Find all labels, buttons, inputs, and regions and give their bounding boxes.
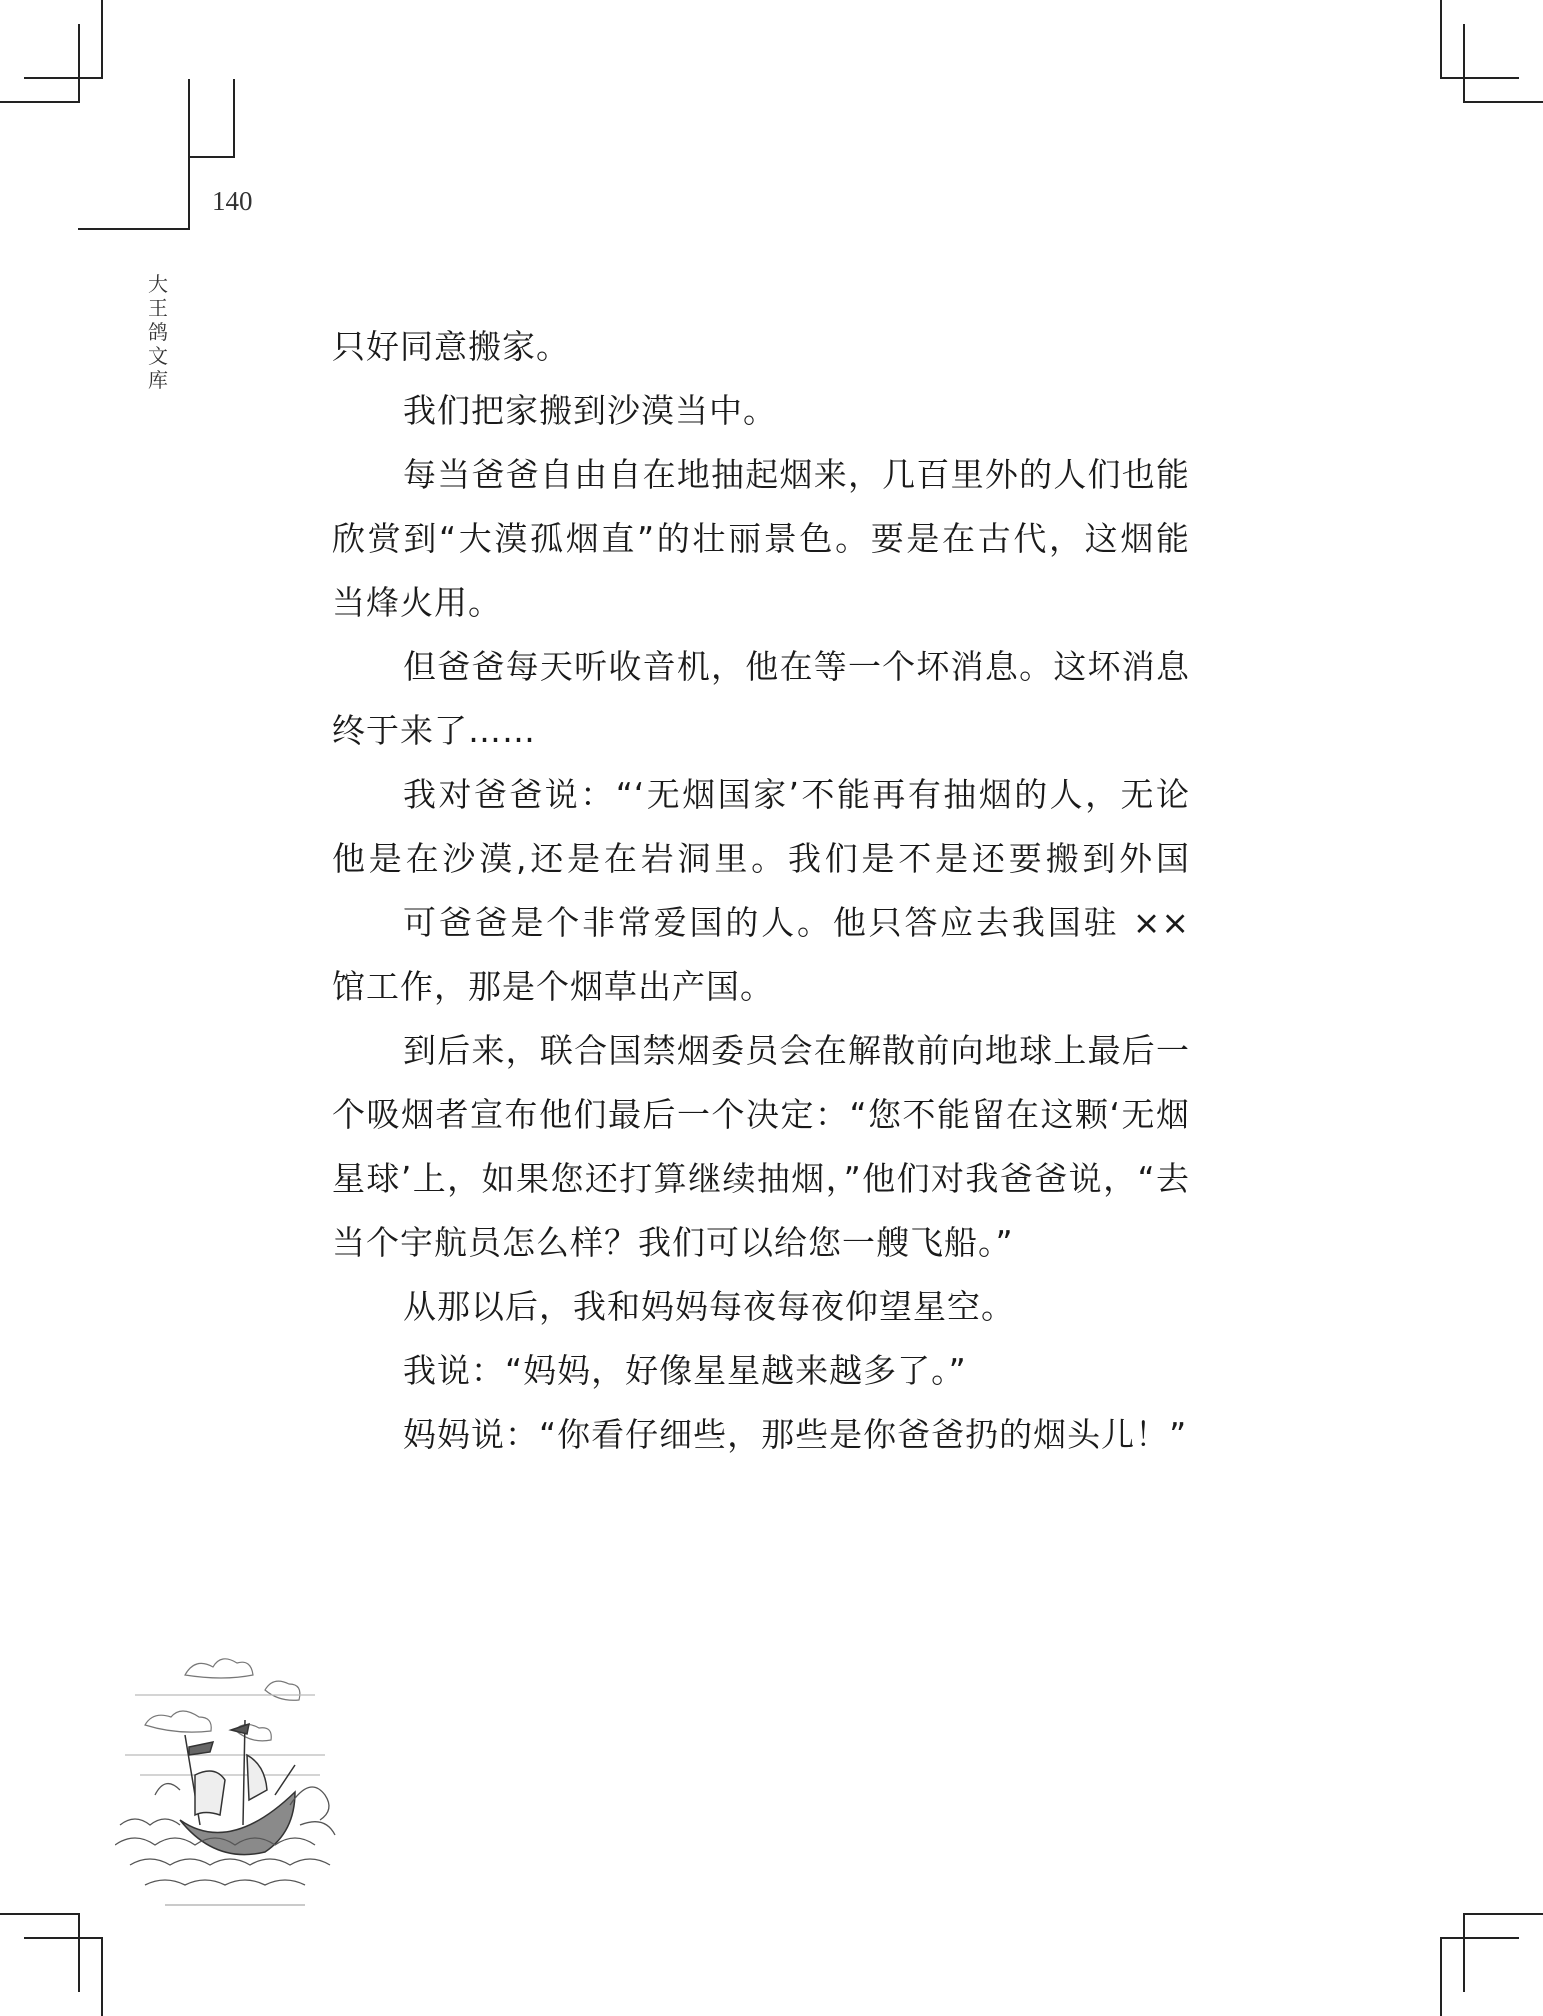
text-line: 我对爸爸说：“‘无烟国家’不能再有抽烟的人，无论 — [403, 775, 1190, 814]
text-line: 到后来，联合国禁烟委员会在解散前向地球上最后一 — [403, 1031, 1190, 1070]
crop-mark — [1440, 1937, 1442, 2016]
crop-mark — [1440, 0, 1442, 79]
text-line: 只好同意搬家。 — [332, 327, 570, 366]
header-rule — [233, 79, 235, 158]
header-rule — [188, 156, 235, 158]
text-line: 他是在沙漠,还是在岩洞里。我们是不是还要搬到外国 — [332, 839, 1190, 878]
crop-mark — [101, 0, 103, 79]
text-line: 星球’上，如果您还打算继续抽烟，”他们对我爸爸说，“去 — [332, 1159, 1190, 1198]
text-line: 但爸爸每天听收音机，他在等一个坏消息。这坏消息 — [403, 647, 1190, 686]
header-rule — [188, 79, 190, 230]
page-number: 140 — [212, 186, 253, 216]
series-label-char: 文 — [148, 344, 168, 368]
series-label-char: 大 — [148, 272, 168, 296]
text-line: 从那以后，我和妈妈每夜每夜仰望星空。 — [403, 1287, 1015, 1326]
series-label-char: 鸽 — [148, 320, 168, 344]
series-label-char: 库 — [148, 368, 168, 392]
crop-mark — [24, 77, 103, 79]
crop-mark — [1463, 24, 1465, 103]
text-line: 当个宇航员怎么样？我们可以给您一艘飞船。” — [332, 1223, 1014, 1262]
header-rule — [78, 228, 190, 230]
series-label-char: 王 — [148, 296, 168, 320]
crop-mark — [0, 101, 80, 103]
sailing-ship-illustration — [115, 1635, 350, 1920]
text-line: 我说：“妈妈，好像星星越来越多了。” — [403, 1351, 967, 1390]
body-text — [332, 315, 1190, 1467]
crop-mark — [78, 24, 80, 103]
text-line: 当烽火用。 — [332, 583, 502, 622]
crop-mark — [1463, 101, 1543, 103]
text-line: 我们把家搬到沙漠当中。 — [403, 391, 777, 430]
crop-mark — [1440, 77, 1519, 79]
crop-mark — [101, 1937, 103, 2016]
crop-mark — [1463, 1913, 1465, 1992]
text-line: 终于来了…… — [332, 711, 536, 750]
series-label — [146, 272, 170, 392]
text-line: 馆工作，那是个烟草出产国。 — [332, 967, 774, 1006]
crop-mark — [24, 1937, 103, 1939]
text-line: 每当爸爸自由自在地抽起烟来，几百里外的人们也能 — [403, 455, 1190, 494]
text-line: 欣赏到“大漠孤烟直”的壮丽景色。要是在古代，这烟能 — [332, 519, 1190, 558]
text-line: 可爸爸是个非常爱国的人。他只答应去我国驻 ×× — [403, 903, 1190, 942]
crop-mark — [1440, 1937, 1519, 1939]
crop-mark — [1463, 1913, 1543, 1915]
text-line: 妈妈说：“你看仔细些，那些是你爸爸扔的烟头儿！” — [403, 1415, 1188, 1454]
crop-mark — [78, 1913, 80, 1992]
text-line: 个吸烟者宣布他们最后一个决定：“您不能留在这颗‘无烟 — [332, 1095, 1190, 1134]
crop-mark — [0, 1913, 80, 1915]
